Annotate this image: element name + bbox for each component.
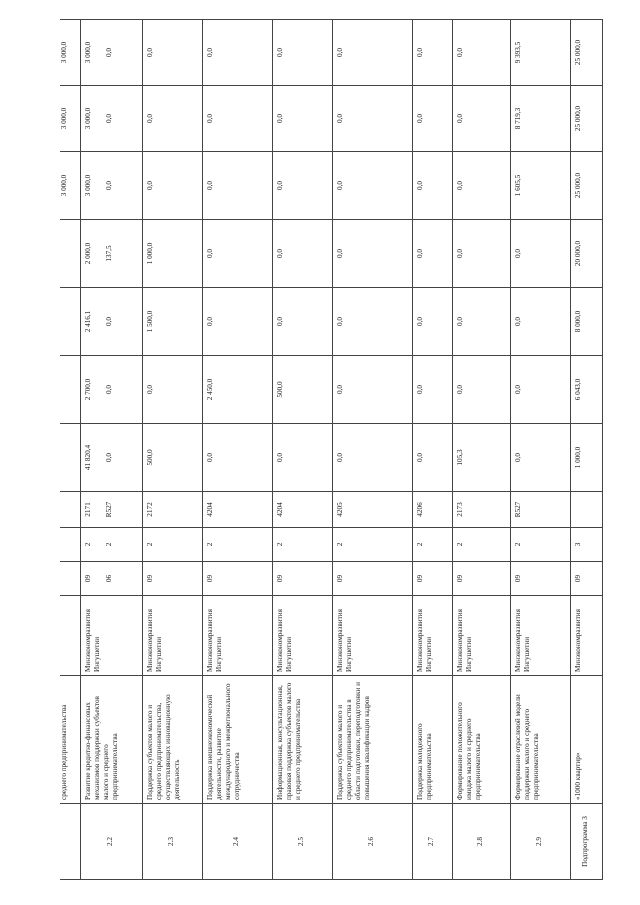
value: 0,0 [513,453,522,462]
rz-code-cell [510,528,570,562]
rz-code: 2 [145,542,154,547]
value: 25 000,0 [573,105,582,132]
value: 9 393,5 [513,41,522,64]
value-cell [510,356,570,424]
table-row [80,20,142,880]
row-number: 2.7 [412,804,452,880]
value: 0,0 [415,453,424,462]
value: 0,0 [335,385,344,394]
value-cell: 3 000,0 [60,20,80,86]
value-cell [332,20,412,86]
value-cell [80,20,142,86]
value-cell [412,424,452,492]
table-row [452,20,510,880]
value: 0,0 [104,453,113,462]
empty-cell [60,288,80,356]
continued-row [60,20,80,880]
value-cell [272,20,332,86]
grbs-code-cell [202,562,272,596]
value-cell [80,86,142,152]
value: 0,0 [275,114,284,123]
kcs-code: 4204 [275,502,284,517]
value: 6 043,0 [573,378,582,401]
grbs-code: 09 [455,574,464,583]
value-cell [452,424,510,492]
value-cell [142,220,202,288]
executor-name: Минэкономразвития [570,596,602,676]
rz-code: 2 [83,542,92,547]
value: 0,0 [205,48,214,57]
grbs-code: 09 [205,574,214,583]
measure-name: Формирование отраслевой модели поддержки малого и среднего предпринимательства [510,676,570,804]
rotated-page [60,20,590,880]
value-cell [412,220,452,288]
value: 0,0 [145,181,154,190]
value-cell [452,288,510,356]
rz-code-cell [412,528,452,562]
value: 0,0 [145,385,154,394]
kcs-code: 4206 [415,502,424,517]
value-cell [570,20,602,86]
value: 0,0 [415,317,424,326]
value-cell [452,20,510,86]
executor-name: Минэкономразвития Ингушетии [142,596,202,676]
value-cell [412,152,452,220]
measure-name: Развитие кредитно-финансовых механизмов поддержки субъектов малого и среднего предпринимательства [80,676,142,804]
value-cell [412,288,452,356]
value-cell [142,356,202,424]
value: 0,0 [145,48,154,57]
value: 0,0 [205,317,214,326]
kcs-code-cell [412,492,452,528]
value-cell [452,86,510,152]
row-number: Подпрограмма 3 [570,804,602,880]
rz-code-cell [452,528,510,562]
table-row [272,20,332,880]
kcs-code-cell [332,492,412,528]
value: 0,0 [104,317,113,326]
rz-code-cell [202,528,272,562]
measure-name: Поддержка субъектов малого и среднего предпринимательства в области подготовки, переподготовки и повышения квалификации кадров [332,676,412,804]
table-row [142,20,202,880]
row-number: 2.8 [452,804,510,880]
kcs-code-cell [142,492,202,528]
grbs-code-cell [272,562,332,596]
value-cell [142,86,202,152]
value-cell [202,424,272,492]
kcs-code: 2173 [455,502,464,517]
kcs-code: 4205 [335,502,344,517]
value-cell [332,86,412,152]
value-cell [570,424,602,492]
empty-cell [60,804,80,880]
value: 0,0 [275,181,284,190]
value-cell [272,424,332,492]
grbs-code-cell [570,562,602,596]
value: 0,0 [455,181,464,190]
grbs-code-cell [142,562,202,596]
value: 0,0 [335,317,344,326]
value-cell [570,86,602,152]
value-cell [510,288,570,356]
executor-name: Минэкономразвития Ингушетии [412,596,452,676]
empty-cell [60,220,80,288]
grbs-code: 09 [275,574,284,583]
value-cell [80,356,142,424]
rz-code-cell [272,528,332,562]
value-cell [510,20,570,86]
empty-cell [60,562,80,596]
value: 0,0 [104,114,113,123]
kcs-code: R527 [513,501,522,518]
value-cell [510,86,570,152]
value: 1 500,0 [145,310,154,333]
value: 25 000,0 [573,39,582,66]
value-cell [80,288,142,356]
value-cell [332,356,412,424]
value: 0,0 [415,249,424,258]
value-cell [202,86,272,152]
kcs-code: 2171 [83,502,92,517]
table-row [412,20,452,880]
measure-name: Формирование положительного имиджа малого и среднего предпринимательства [452,676,510,804]
kcs-code-cell [570,492,602,528]
value: 2 450,0 [205,378,214,401]
value: 3 000,0 [83,41,92,64]
value: 41 820,4 [83,444,92,471]
empty-cell [60,596,80,676]
value-cell [412,356,452,424]
rz-code: 2 [513,542,522,547]
kcs-code: 2172 [145,502,154,517]
value-cell [272,86,332,152]
grbs-code: 09 [415,574,424,583]
value-cell [570,356,602,424]
grbs-code-cell [80,562,142,596]
executor-name: Минэкономразвития Ингушетии [510,596,570,676]
empty-cell [60,492,80,528]
measure-name: Поддержка внешнеэкономической деятельности, развитие международного и межрегионального сотрудничества [202,676,272,804]
grbs-code: 06 [104,574,113,583]
value-cell [142,20,202,86]
value: 0,0 [205,453,214,462]
value: 0,0 [104,48,113,57]
continued-text: среднего предпринимательства [60,676,80,804]
value: 0,0 [335,453,344,462]
value: 3 000,0 [83,174,92,197]
rz-code: 2 [205,542,214,547]
rz-code-cell [80,528,142,562]
value: 3 000,0 [83,107,92,130]
value: 0,0 [335,181,344,190]
value-cell [142,152,202,220]
grbs-code-cell [452,562,510,596]
executor-name: Минэкономразвития Ингушетии [452,596,510,676]
kcs-code: R527 [104,501,113,518]
value: 8 000,0 [573,310,582,333]
value-cell [80,220,142,288]
empty-cell [60,424,80,492]
grbs-code: 09 [83,574,92,583]
value-cell [412,86,452,152]
value-cell: 3 000,0 [60,86,80,152]
value-cell [412,20,452,86]
value: 0,0 [415,385,424,394]
value-cell [272,288,332,356]
value: 500,0 [275,381,284,398]
value-cell [202,356,272,424]
grbs-code-cell [510,562,570,596]
value-cell [202,152,272,220]
value: 1 000,0 [145,242,154,265]
value: 0,0 [415,114,424,123]
value: 0,0 [275,48,284,57]
rz-code: 2 [275,542,284,547]
value-cell [202,20,272,86]
value: 0,0 [335,48,344,57]
value: 8 719,3 [513,107,522,130]
executor-name: Минэкономразвития Ингушетии [80,596,142,676]
grbs-code: 09 [335,574,344,583]
value-cell [272,356,332,424]
value: 2 416,1 [83,310,92,333]
value-cell [272,220,332,288]
empty-cell [60,528,80,562]
rz-code-cell [142,528,202,562]
grbs-code-cell [332,562,412,596]
value: 25 000,0 [573,172,582,199]
value: 105,3 [455,449,464,466]
value-cell [510,220,570,288]
value: 0,0 [335,249,344,258]
grbs-code-cell [412,562,452,596]
value: 2 700,0 [83,378,92,401]
value: 0,0 [104,181,113,190]
value: 500,0 [145,449,154,466]
rz-code: 2 [415,542,424,547]
value-cell [332,288,412,356]
executor-name: Минэкономразвития Ингушетии [202,596,272,676]
value-cell [272,152,332,220]
value: 1 000,0 [573,446,582,469]
value: 0,0 [455,48,464,57]
value-cell [452,356,510,424]
budget-table [60,19,603,880]
rz-code: 2 [455,542,464,547]
value: 0,0 [145,114,154,123]
table-row [332,20,412,880]
grbs-code: 09 [573,574,582,583]
kcs-code-cell [272,492,332,528]
value: 0,0 [205,114,214,123]
value-cell [202,288,272,356]
value: 0,0 [205,249,214,258]
row-number: 2.9 [510,804,570,880]
kcs-code-cell [80,492,142,528]
value: 20 000,0 [573,240,582,267]
value: 0,0 [415,48,424,57]
grbs-code: 09 [145,574,154,583]
value: 0,0 [205,181,214,190]
row-number: 2.2 [80,804,142,880]
value: 1 605,5 [513,174,522,197]
row-number: 2.3 [142,804,202,880]
value-cell: 3 000,0 [60,152,80,220]
grbs-code: 09 [513,574,522,583]
rz-code-cell [570,528,602,562]
kcs-code-cell [202,492,272,528]
measure-name: Информационная, консультационная, правовая поддержка субъектов малого и среднего предпринимательства [272,676,332,804]
value-cell [202,220,272,288]
value: 0,0 [455,249,464,258]
value: 0,0 [275,249,284,258]
value: 0,0 [455,317,464,326]
value-cell [332,220,412,288]
value-cell [142,424,202,492]
executor-name: Минэкономразвития Ингушетии [272,596,332,676]
table-row [570,20,602,880]
value: 0,0 [104,385,113,394]
value-cell [510,152,570,220]
value: 0,0 [455,114,464,123]
value: 0,0 [275,317,284,326]
rz-code-cell [332,528,412,562]
measure-name: «1000 квартир» [570,676,602,804]
measure-name: Поддержка субъектов малого и среднего предпринимательства, осуществляющих инновационную деятельность [142,676,202,804]
value-cell [80,152,142,220]
value-cell [452,220,510,288]
value-cell [570,152,602,220]
value: 0,0 [415,181,424,190]
value-cell [332,152,412,220]
row-number: 2.4 [202,804,272,880]
kcs-code: 4204 [205,502,214,517]
table-row [510,20,570,880]
rz-code: 2 [104,542,113,547]
rz-code: 2 [335,542,344,547]
value: 2 000,0 [83,242,92,265]
value: 137,5 [104,245,113,262]
executor-name: Минэкономразвития Ингушетии [332,596,412,676]
row-number: 2.6 [332,804,412,880]
value-cell [332,424,412,492]
value: 0,0 [455,385,464,394]
value-cell [570,288,602,356]
value: 0,0 [513,317,522,326]
empty-cell [60,356,80,424]
value-cell [570,220,602,288]
value-cell [80,424,142,492]
value: 0,0 [513,249,522,258]
kcs-code-cell [452,492,510,528]
table-row [202,20,272,880]
row-number: 2.5 [272,804,332,880]
rz-code: 3 [573,542,582,547]
kcs-code-cell [510,492,570,528]
value: 0,0 [275,453,284,462]
value: 0,0 [335,114,344,123]
value-cell [142,288,202,356]
measure-name: Поддержка молодежного предпринимательства [412,676,452,804]
value-cell [452,152,510,220]
value: 0,0 [513,385,522,394]
value-cell [510,424,570,492]
